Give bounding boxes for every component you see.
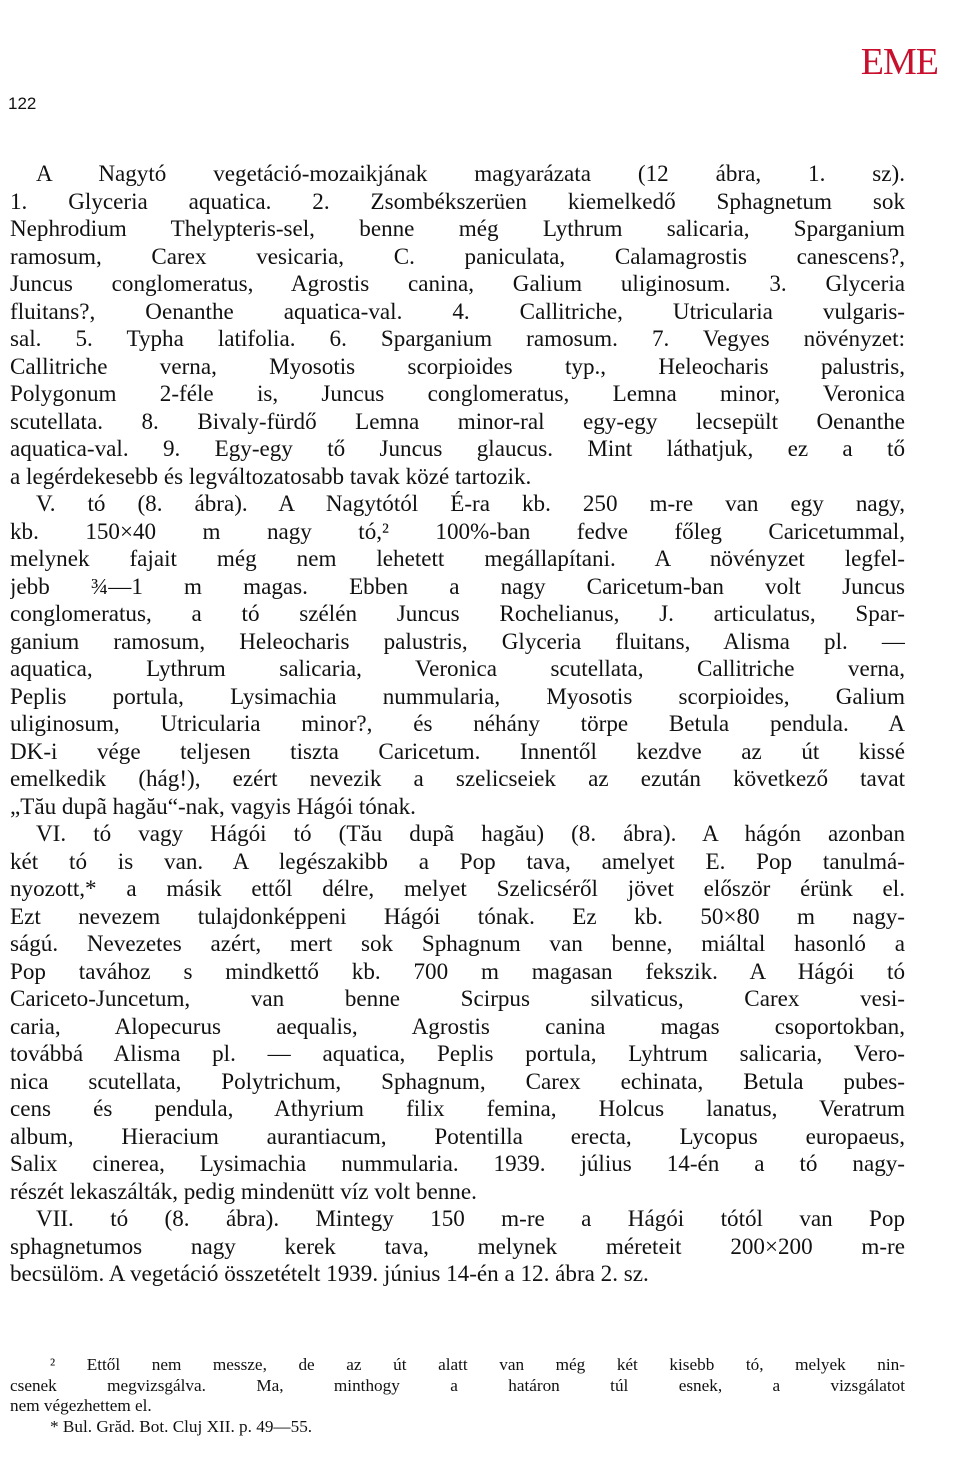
text-line: scutellata. 8. Bivaly-fürdő Lemna minor-ral egy-egy lecsepült Oenanthe: [10, 407, 905, 434]
text-line: részét lekaszálták, pedig mindenütt víz volt benne.: [10, 1177, 477, 1204]
text-line: Pop tavához s mindkettő kb. 700 m magasan fekszik. A Hágói tó: [10, 957, 905, 984]
footnotes: [10, 1355, 905, 1437]
body-text: [10, 160, 905, 1288]
text-line: VII. tó (8. ábra). Mintegy 150 m-re a Hágói tótól van Pop: [36, 1205, 905, 1231]
text-line: uliginosum, Utricularia minor?, és néhány törpe Betula pendula. A: [10, 710, 905, 736]
text-line: A Nagytó vegetáció-mozaikjának magyarázata (12 ábra, 1. sz).: [36, 160, 905, 186]
text-line: fluitans?, Oenanthe aquatica-val. 4. Callitriche, Utricularia vulgaris-: [10, 297, 905, 324]
text-line: melynek fajait még nem lehetett megállapítani. A növényzet legfel-: [10, 545, 905, 571]
text-line: ramosum, Carex vesicaria, C. paniculata, Calamagrostis canescens?,: [10, 242, 905, 269]
text-line: „Tău dupã hagău“-nak, vagyis Hágói tónak.: [10, 792, 416, 819]
text-line: Ezt nevezem tulajdonképpeni Hágói tónak. Ez kb. 50×80 m nagy-: [10, 902, 905, 929]
text-line: jebb ¾—1 m magas. Ebben a nagy Caricetum-ban volt Juncus: [10, 572, 905, 599]
text-line: V. tó (8. ábra). A Nagytótól É-ra kb. 250 m-re van egy nagy,: [36, 490, 905, 516]
text-line: Juncus conglomeratus, Agrostis canina, Galium uliginosum. 3. Glyceria: [10, 270, 905, 296]
footnote-line: csenek megvizsgálva. Ma, minthogy a határon túl esnek, a vizsgálatot: [10, 1375, 905, 1395]
text-line: továbbá Alisma pl. — aquatica, Peplis portula, Lyhtrum salicaria, Vero-: [10, 1040, 905, 1066]
text-line: sal. 5. Typha latifolia. 6. Sparganium ramosum. 7. Vegyes növényzet:: [10, 325, 905, 351]
text-line: Polygonum 2-féle is, Juncus conglomeratus, Lemna minor, Veronica: [10, 380, 905, 406]
publisher-logo: EME: [860, 41, 938, 83]
footnote-line: ² Ettől nem messze, de az út alatt van még két kisebb tó, melyek nin-: [50, 1355, 905, 1374]
text-line: sphagnetumos nagy kerek tava, melynek méreteit 200×200 m-re: [10, 1232, 905, 1259]
text-line: Callitriche verna, Myosotis scorpioides typ., Heleocharis palustris,: [10, 352, 905, 379]
footnote-line: * Bul. Grăd. Bot. Cluj XII. p. 49—55.: [50, 1416, 313, 1436]
text-line: conglomeratus, a tó szélén Juncus Rochelianus, J. articulatus, Spar-: [10, 600, 905, 626]
footnote-line: nem végezhettem el.: [10, 1396, 152, 1415]
text-line: a legérdekesebb és legváltozatosabb tavak közé tartozik.: [10, 462, 532, 489]
text-line: ganium ramosum, Heleocharis palustris, Glyceria fluitans, Alisma pl. —: [10, 627, 905, 654]
text-line: nyozott,* a másik ettől délre, melyet Szelicséről jövet először érünk el.: [10, 875, 905, 901]
text-line: kb. 150×40 m nagy tó,² 100%-ban fedve főleg Caricetummal,: [10, 517, 905, 544]
text-line: album, Hieracium aurantiacum, Potentilla erecta, Lycopus europaeus,: [10, 1122, 905, 1149]
text-line: aquatica-val. 9. Egy-egy tő Juncus glaucus. Mint láthatjuk, ez a tő: [10, 435, 905, 461]
text-line: Cariceto-Juncetum, van benne Scirpus silvaticus, Carex vesi-: [10, 985, 905, 1011]
text-line: DK-i vége teljesen tiszta Caricetum. Innentől kezdve az út kissé: [10, 737, 905, 764]
text-line: Nephrodium Thelypteris-sel, benne még Lythrum salicaria, Sparganium: [10, 215, 905, 241]
text-line: emelkedik (hág!), ezért nevezik a szelicseiek az ezután következő tavat: [10, 765, 905, 791]
text-line: két tó is van. A legészakibb a Pop tava, amelyet E. Pop tanulmá-: [10, 847, 905, 874]
text-line: ságú. Nevezetes azért, mert sok Sphagnum van benne, miáltal hasonló a: [10, 930, 905, 956]
text-line: 1. Glyceria aquatica. 2. Zsombékszerüen kiemelkedő Sphagnetum sok: [10, 187, 905, 214]
text-line: Peplis portula, Lysimachia nummularia, Myosotis scorpioides, Galium: [10, 682, 905, 709]
text-line: Salix cinerea, Lysimachia nummularia. 1939. július 14-én a tó nagy-: [10, 1150, 905, 1176]
text-line: aquatica, Lythrum salicaria, Veronica scutellata, Callitriche verna,: [10, 655, 905, 681]
text-line: caria, Alopecurus aequalis, Agrostis canina magas csoportokban,: [10, 1012, 905, 1039]
text-line: nica scutellata, Polytrichum, Sphagnum, Carex echinata, Betula pubes-: [10, 1067, 905, 1094]
text-line: becsülöm. A vegetáció összetételt 1939. június 14-én a 12. ábra 2. sz.: [10, 1260, 649, 1286]
page-number: 122: [8, 94, 37, 113]
text-line: VI. tó vagy Hágói tó (Tău dupã hagău) (8. ábra). A hágón azonban: [36, 820, 905, 846]
text-line: cens és pendula, Athyrium filix femina, Holcus lanatus, Veratrum: [10, 1095, 905, 1121]
